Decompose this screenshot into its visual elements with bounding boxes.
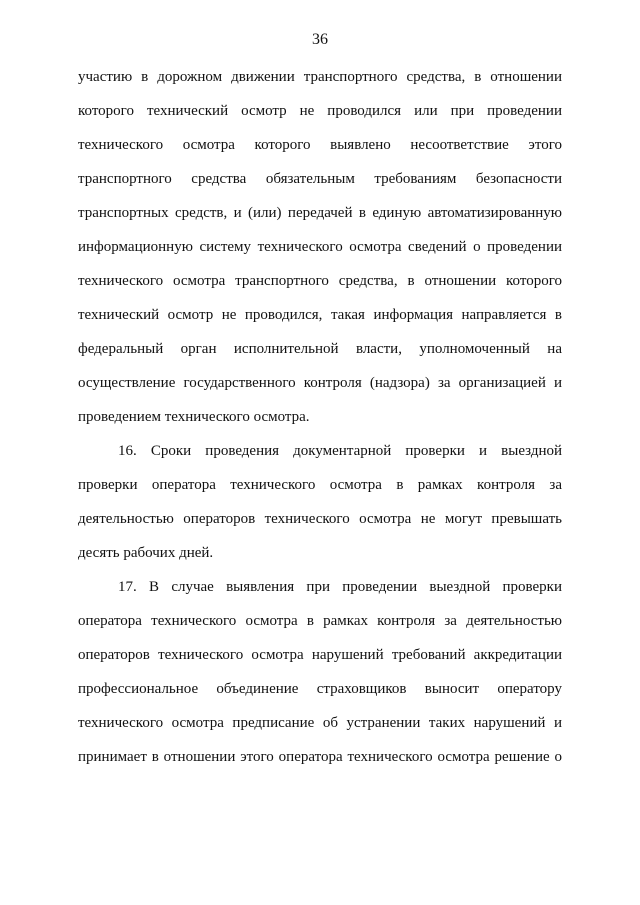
text-line: технического осмотра которого выявлено несоответствие этого xyxy=(78,137,562,153)
text-line: участию в дорожном движении транспортного средства, в отношении xyxy=(78,69,562,85)
text-line: информационную систему технического осмотра сведений о проведении xyxy=(78,239,562,255)
text-line: проведением технического осмотра. xyxy=(78,409,310,425)
text-line: которого технический осмотр не проводился или при проведении xyxy=(78,103,562,119)
paragraph-17 xyxy=(78,570,562,774)
page-number: 36 xyxy=(312,31,328,48)
text-line: осуществление государственного контроля (надзора) за организацией и xyxy=(78,375,562,391)
text-line: принимает в отношении этого оператора технического осмотра решение о xyxy=(78,749,562,765)
text-line: технический осмотр не проводился, такая информация направляется в xyxy=(78,307,562,323)
text-line: 16. Сроки проведения документарной проверки и выездной xyxy=(118,443,562,459)
text-line: деятельностью операторов технического осмотра не могут превышать xyxy=(78,511,562,527)
paragraph-continuation xyxy=(78,60,562,434)
text-line: операторов технического осмотра нарушений требований аккредитации xyxy=(78,647,562,663)
text-line: десять рабочих дней. xyxy=(78,545,214,561)
text-line: федеральный орган исполнительной власти, уполномоченный на xyxy=(78,341,562,357)
text-line: профессиональное объединение страховщиков выносит оператору xyxy=(78,681,562,697)
text-line: 17. В случае выявления при проведении выездной проверки xyxy=(118,579,562,595)
text-line: оператора технического осмотра в рамках контроля за деятельностью xyxy=(78,613,562,629)
paragraph-16 xyxy=(78,434,562,570)
text-line: проверки оператора технического осмотра в рамках контроля за xyxy=(78,477,562,493)
text-line: технического осмотра транспортного средства, в отношении которого xyxy=(78,273,562,289)
text-line: транспортных средств, и (или) передачей в единую автоматизированную xyxy=(78,205,562,221)
text-line: транспортного средства обязательным требованиям безопасности xyxy=(78,171,562,187)
text-line: технического осмотра предписание об устранении таких нарушений и xyxy=(78,715,562,731)
